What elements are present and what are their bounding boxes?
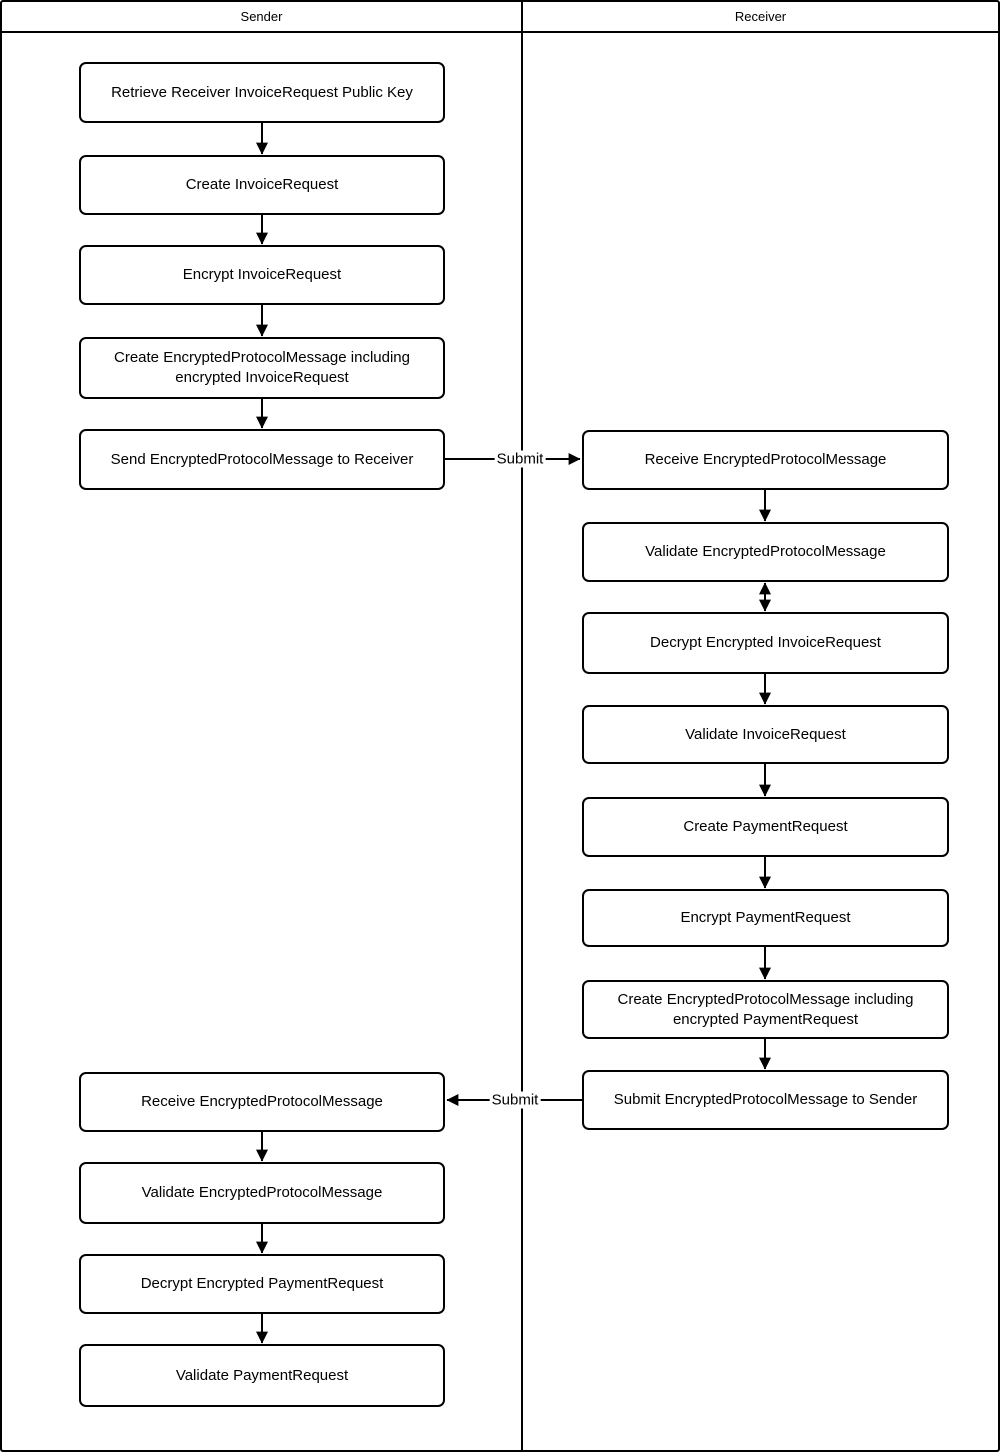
- node-sender-receive-encryptedprotocolmessage: Receive EncryptedProtocolMessage: [79, 1072, 445, 1132]
- node-encrypt-paymentrequest: Encrypt PaymentRequest: [582, 889, 949, 947]
- node-receiver-validate-encryptedprotocolmessage: Validate EncryptedProtocolMessage: [582, 522, 949, 582]
- node-validate-paymentrequest: Validate PaymentRequest: [79, 1344, 445, 1407]
- edge-label-submit-to-sender: Submit: [491, 1091, 539, 1109]
- lane-header-receiver: Receiver: [734, 9, 787, 24]
- node-receiver-receive-encryptedprotocolmessage: Receive EncryptedProtocolMessage: [582, 430, 949, 490]
- node-retrieve-receiver-invoicerequest-public-key: Retrieve Receiver InvoiceRequest Public Key: [79, 62, 445, 123]
- lane-header-sender: Sender: [240, 9, 283, 24]
- node-create-invoicerequest: Create InvoiceRequest: [79, 155, 445, 215]
- edge-label-submit-to-receiver: Submit: [496, 450, 544, 468]
- node-create-paymentrequest: Create PaymentRequest: [582, 797, 949, 857]
- node-create-encryptedprotocolmessage-paymentrequest: Create EncryptedProtocolMessage including encrypted PaymentRequest: [582, 980, 949, 1039]
- node-decrypt-encrypted-invoicerequest: Decrypt Encrypted InvoiceRequest: [582, 612, 949, 674]
- node-sender-validate-encryptedprotocolmessage: Validate EncryptedProtocolMessage: [79, 1162, 445, 1224]
- node-create-encryptedprotocolmessage-invoicerequest: Create EncryptedProtocolMessage including encrypted InvoiceRequest: [79, 337, 445, 399]
- node-encrypt-invoicerequest: Encrypt InvoiceRequest: [79, 245, 445, 305]
- node-decrypt-encrypted-paymentrequest: Decrypt Encrypted PaymentRequest: [79, 1254, 445, 1314]
- node-validate-invoicerequest: Validate InvoiceRequest: [582, 705, 949, 764]
- node-submit-encryptedprotocolmessage-to-sender: Submit EncryptedProtocolMessage to Sender: [582, 1070, 949, 1130]
- node-send-encryptedprotocolmessage-to-receiver: Send EncryptedProtocolMessage to Receiver: [79, 429, 445, 490]
